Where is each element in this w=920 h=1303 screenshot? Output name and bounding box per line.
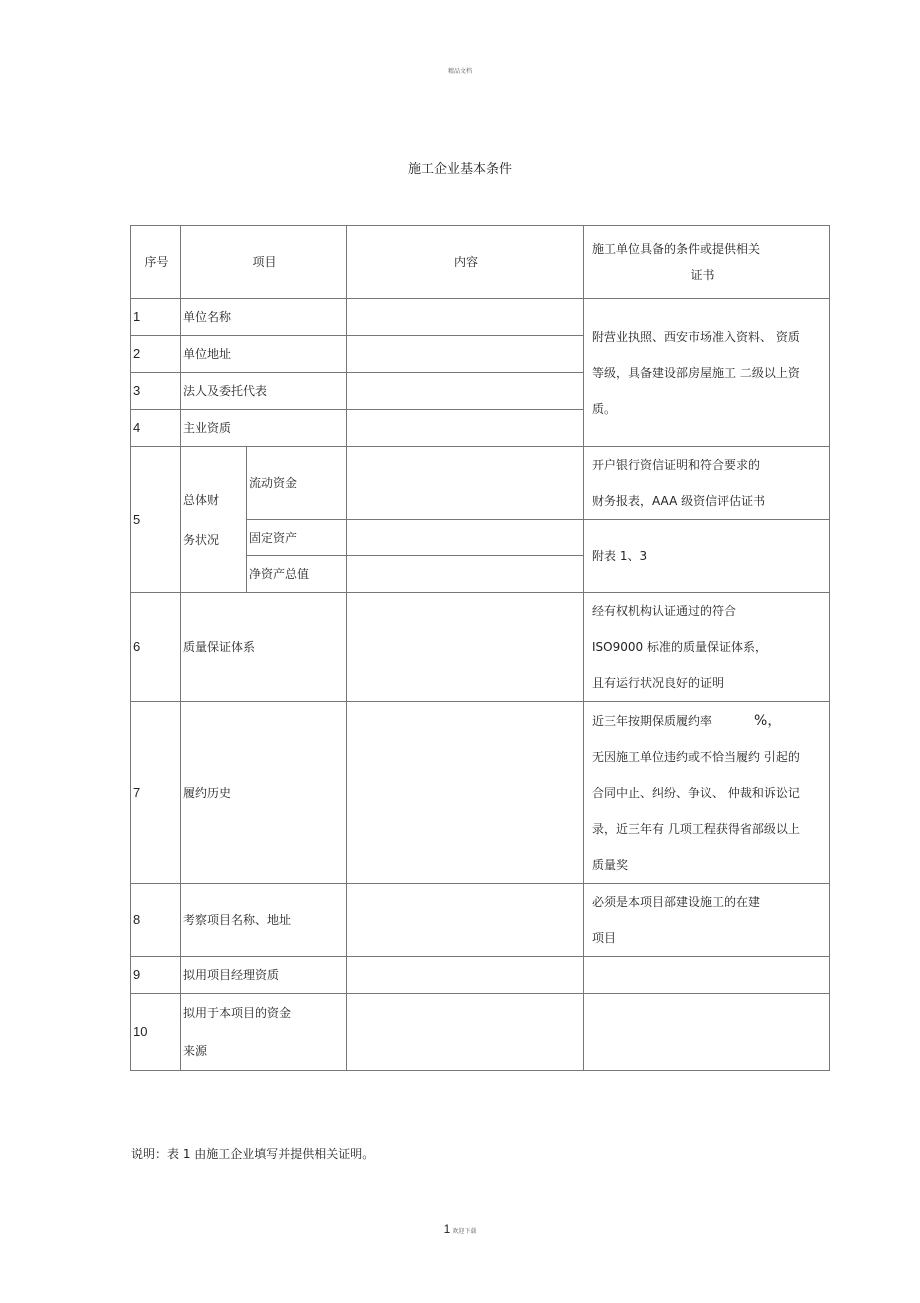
page-number: 1 xyxy=(443,1222,451,1236)
row-seq: 2 xyxy=(131,336,181,373)
row-seq: 5 xyxy=(131,447,181,593)
table-row xyxy=(131,593,830,702)
row-seq: 9 xyxy=(131,957,181,994)
row-item: 法人及委托代表 xyxy=(181,373,347,410)
row-seq: 1 xyxy=(131,299,181,336)
row-requirements: 近三年按期保质履约率 %， 无因施工单位违约或不恰当履约 引起的 合同中止、纠纷、争议、 仲裁和诉讼记 录，近三年有 几项工程获得省部级以上 质量奖 xyxy=(584,702,830,884)
row-content xyxy=(347,884,584,957)
row-seq: 6 xyxy=(131,593,181,702)
table-row xyxy=(131,299,830,336)
row-subitem: 固定资产 xyxy=(247,520,347,556)
row-item: 拟用项目经理资质 xyxy=(181,957,347,994)
page-title: 施工企业基本条件 xyxy=(407,162,512,177)
row-subitem: 流动资金 xyxy=(247,447,347,520)
header-requirements: 施工单位具备的条件或提供相关 证书 xyxy=(584,226,830,299)
table-row xyxy=(131,994,830,1071)
row-content xyxy=(347,957,584,994)
note-text: 说明：表 1 由施工企业填写并提供相关证明。 xyxy=(131,1147,375,1161)
footer-text: 欢迎下载 xyxy=(452,1228,477,1235)
header-item: 项目 xyxy=(181,226,347,299)
row-content xyxy=(347,410,584,447)
row-requirements xyxy=(584,994,830,1071)
table-header-row xyxy=(131,226,830,299)
row-content xyxy=(347,336,584,373)
row-seq: 4 xyxy=(131,410,181,447)
page-footer xyxy=(0,1222,920,1236)
row-content xyxy=(347,556,584,593)
row-item: 单位地址 xyxy=(181,336,347,373)
row-content xyxy=(347,994,584,1071)
conditions-table xyxy=(130,225,830,1071)
row-seq: 8 xyxy=(131,884,181,957)
row-requirements: 开户银行资信证明和符合要求的 财务报表，AAA 级资信评估证书 xyxy=(584,447,830,520)
row-seq: 10 xyxy=(131,994,181,1071)
row-item: 拟用于本项目的资金 来源 xyxy=(181,994,347,1071)
row-item: 履约历史 xyxy=(181,702,347,884)
row-requirements: 经有权机构认证通过的符合 ISO9000 标准的质量保证体系， 且有运行状况良好的证明 xyxy=(584,593,830,702)
row-item: 单位名称 xyxy=(181,299,347,336)
table-row xyxy=(131,884,830,957)
row-item: 质量保证体系 xyxy=(181,593,347,702)
header-seq: 序号 xyxy=(131,226,181,299)
table-row xyxy=(131,957,830,994)
row-requirements: 必须是本项目部建设施工的在建 项目 xyxy=(584,884,830,957)
header-content: 内容 xyxy=(347,226,584,299)
row-item: 主业资质 xyxy=(181,410,347,447)
row-content xyxy=(347,299,584,336)
row-item: 考察项目名称、地址 xyxy=(181,884,347,957)
table-row xyxy=(131,447,830,520)
page-header: 精品文档 xyxy=(447,68,472,75)
table-row xyxy=(131,702,830,884)
row-requirements xyxy=(584,957,830,994)
row-content xyxy=(347,373,584,410)
row-item: 总体财 务状况 xyxy=(181,447,247,593)
row-seq: 7 xyxy=(131,702,181,884)
row-content xyxy=(347,593,584,702)
row-requirements: 附表 1、3 xyxy=(584,520,830,593)
row-subitem: 净资产总值 xyxy=(247,556,347,593)
row-content xyxy=(347,447,584,520)
row-content xyxy=(347,520,584,556)
row-requirements: 附营业执照、西安市场准入资料、 资质 等级，具备建设部房屋施工 二级以上资 质。 xyxy=(584,299,830,447)
row-seq: 3 xyxy=(131,373,181,410)
row-content xyxy=(347,702,584,884)
